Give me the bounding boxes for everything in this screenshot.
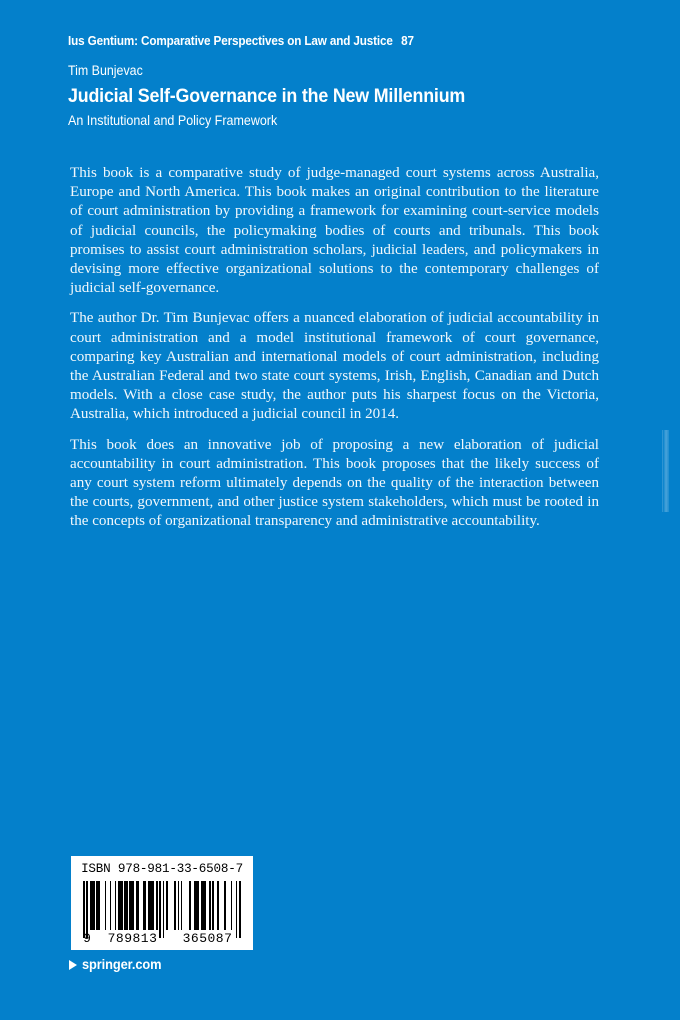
ean-lead-digit: 9 bbox=[83, 930, 91, 946]
isbn-barcode-block bbox=[71, 856, 253, 950]
barcode-digits bbox=[79, 930, 245, 946]
book-title: Judicial Self-Governance in the New Millennium bbox=[68, 85, 466, 107]
series-title: Ius Gentium: Comparative Perspectives on Law and Justice bbox=[68, 34, 393, 48]
blurb-paragraph-3: This book does an innovative job of proposing a new elaboration of judicial accountability in court administration. This book proposes that the likely success of any court system reform ultimately depends on the quality of the interaction between the courts, government, and other justice system stakeholders, which must be rooted in the concepts of organizational transparency and administrative accountability. bbox=[70, 436, 599, 530]
play-triangle-icon bbox=[69, 960, 77, 970]
barcode-bars bbox=[83, 881, 241, 930]
springer-logo[interactable] bbox=[69, 957, 166, 972]
ean-right-group: 365087 bbox=[182, 930, 233, 946]
blurb-paragraph-1: This book is a comparative study of judge-managed court systems across Australia, Europe and North America. This book makes an original contribution to the literature of court administration by providing a framework for examining court-service models of judicial councils, the policymaking bodies of courts and tribunals. This book promises to assist court administration scholars, judicial leaders, and policymakers in devising more effective organizational solutions to the contemporary challenges of judicial self-governance. bbox=[70, 165, 599, 297]
right-edge-artifact-line bbox=[662, 430, 663, 512]
book-subtitle: An Institutional and Policy Framework bbox=[68, 113, 278, 128]
author-name: Tim Bunjevac bbox=[68, 63, 143, 78]
publisher-url: springer.com bbox=[82, 957, 162, 972]
series-number: 87 bbox=[401, 34, 414, 48]
blurb-paragraph-2: The author Dr. Tim Bunjevac offers a nuanced elaboration of judicial accountability in court administration and a model institutional framework of court governance, comparing key Australian and international models of court administration, including the Australian Federal and two state court systems, Irish, English, Canadian and Dutch models. With a close case study, the author puts his sharpest focus on the Victoria, Australia, which introduced a judicial council in 2014. bbox=[70, 310, 599, 423]
ean-left-group: 789813 bbox=[107, 930, 158, 946]
right-edge-artifact bbox=[663, 430, 669, 512]
back-cover-blurb bbox=[70, 164, 599, 532]
isbn-text: ISBN 978-981-33-6508-7 bbox=[81, 862, 243, 876]
series-title-line bbox=[68, 34, 414, 48]
